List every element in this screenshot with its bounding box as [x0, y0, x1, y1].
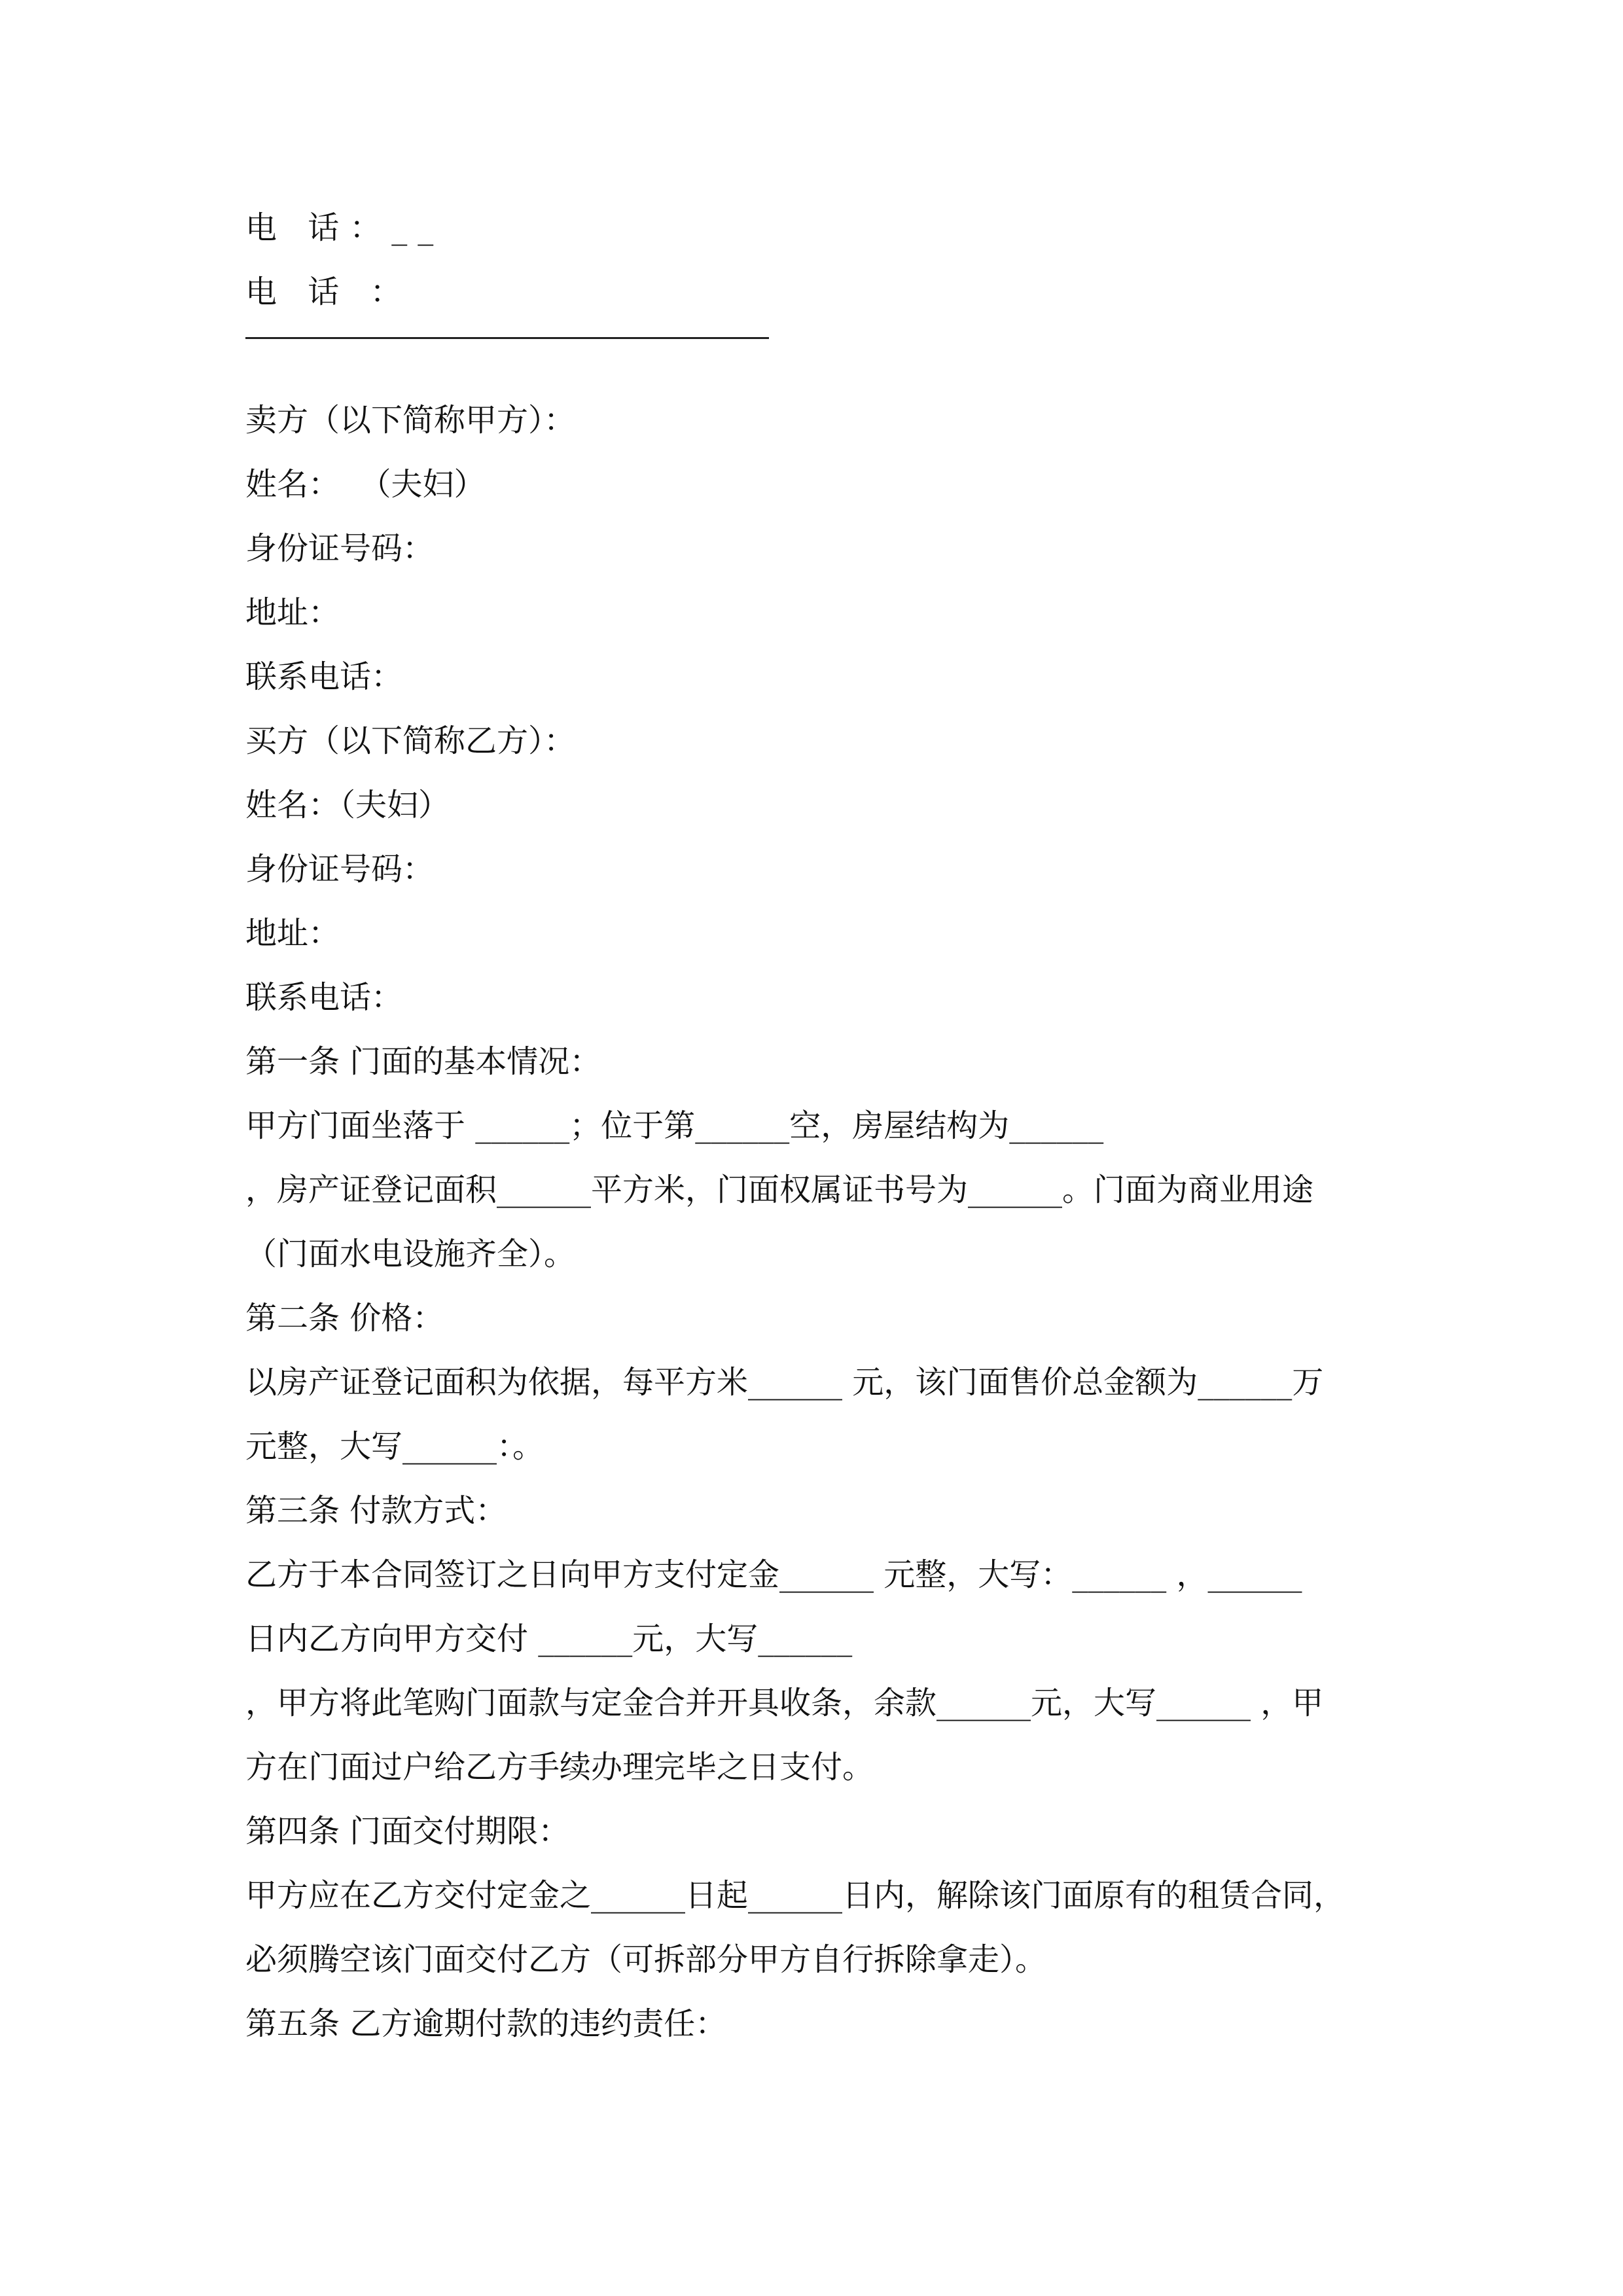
- phone-line-2: 电 话 ：: [245, 274, 412, 310]
- buyer-address: 地址：: [245, 915, 340, 952]
- buyer-phone: 联系电话：: [245, 979, 403, 1016]
- buyer-id-number: 身份证号码：: [245, 851, 435, 888]
- article-1-line-2: ，房产证登记面积______平方米，门面权属证书号为______。门面为商业用途: [245, 1172, 1314, 1208]
- article-1-heading: 第一条 门面的基本情况：: [245, 1043, 601, 1080]
- phone-line-1: 电 话：__: [245, 209, 444, 246]
- article-2-line-2: 元整，大写______：。: [245, 1428, 544, 1465]
- article-1-line-1: 甲方门面坐落于 ______；位于第______空，房屋结构为______: [245, 1107, 1104, 1144]
- seller-address: 地址：: [245, 594, 340, 631]
- buyer-name: 姓名：（夫妇）: [245, 787, 450, 823]
- article-4-line-2: 必须腾空该门面交付乙方（可拆部分甲方自行拆除拿走）。: [245, 1941, 1047, 1978]
- article-2-line-1: 以房产证登记面积为依据，每平方米______ 元，该门面售价总金额为______万: [245, 1364, 1324, 1401]
- separator-rule: [245, 337, 769, 339]
- buyer-heading: 买方（以下简称乙方）：: [245, 723, 576, 759]
- seller-heading: 卖方（以下简称甲方）：: [245, 402, 576, 439]
- article-3-line-3: ，甲方将此笔购门面款与定金合并开具收条，余款______元，大写______ ，甲: [245, 1685, 1324, 1721]
- seller-phone: 联系电话：: [245, 658, 403, 695]
- article-3-heading: 第三条 付款方式：: [245, 1492, 507, 1529]
- article-5-heading: 第五条 乙方逾期付款的违约责任：: [245, 2005, 727, 2042]
- article-3-line-2: 日内乙方向甲方交付 ______元，大写______: [245, 1621, 853, 1657]
- article-1-line-3: （门面水电设施齐全）。: [245, 1236, 576, 1272]
- article-3-line-4: 方在门面过户给乙方手续办理完毕之日支付。: [245, 1749, 874, 1785]
- article-4-heading: 第四条 门面交付期限：: [245, 1813, 570, 1850]
- seller-name: 姓名： （夫妇）: [245, 466, 486, 503]
- article-3-line-1: 乙方于本合同签订之日向甲方支付定金______ 元整，大写：______ ，______: [245, 1556, 1302, 1593]
- seller-id-number: 身份证号码：: [245, 530, 435, 567]
- article-2-heading: 第二条 价格：: [245, 1300, 444, 1336]
- article-4-line-1: 甲方应在乙方交付定金之______日起______日内，解除该门面原有的租赁合同，: [245, 1877, 1346, 1914]
